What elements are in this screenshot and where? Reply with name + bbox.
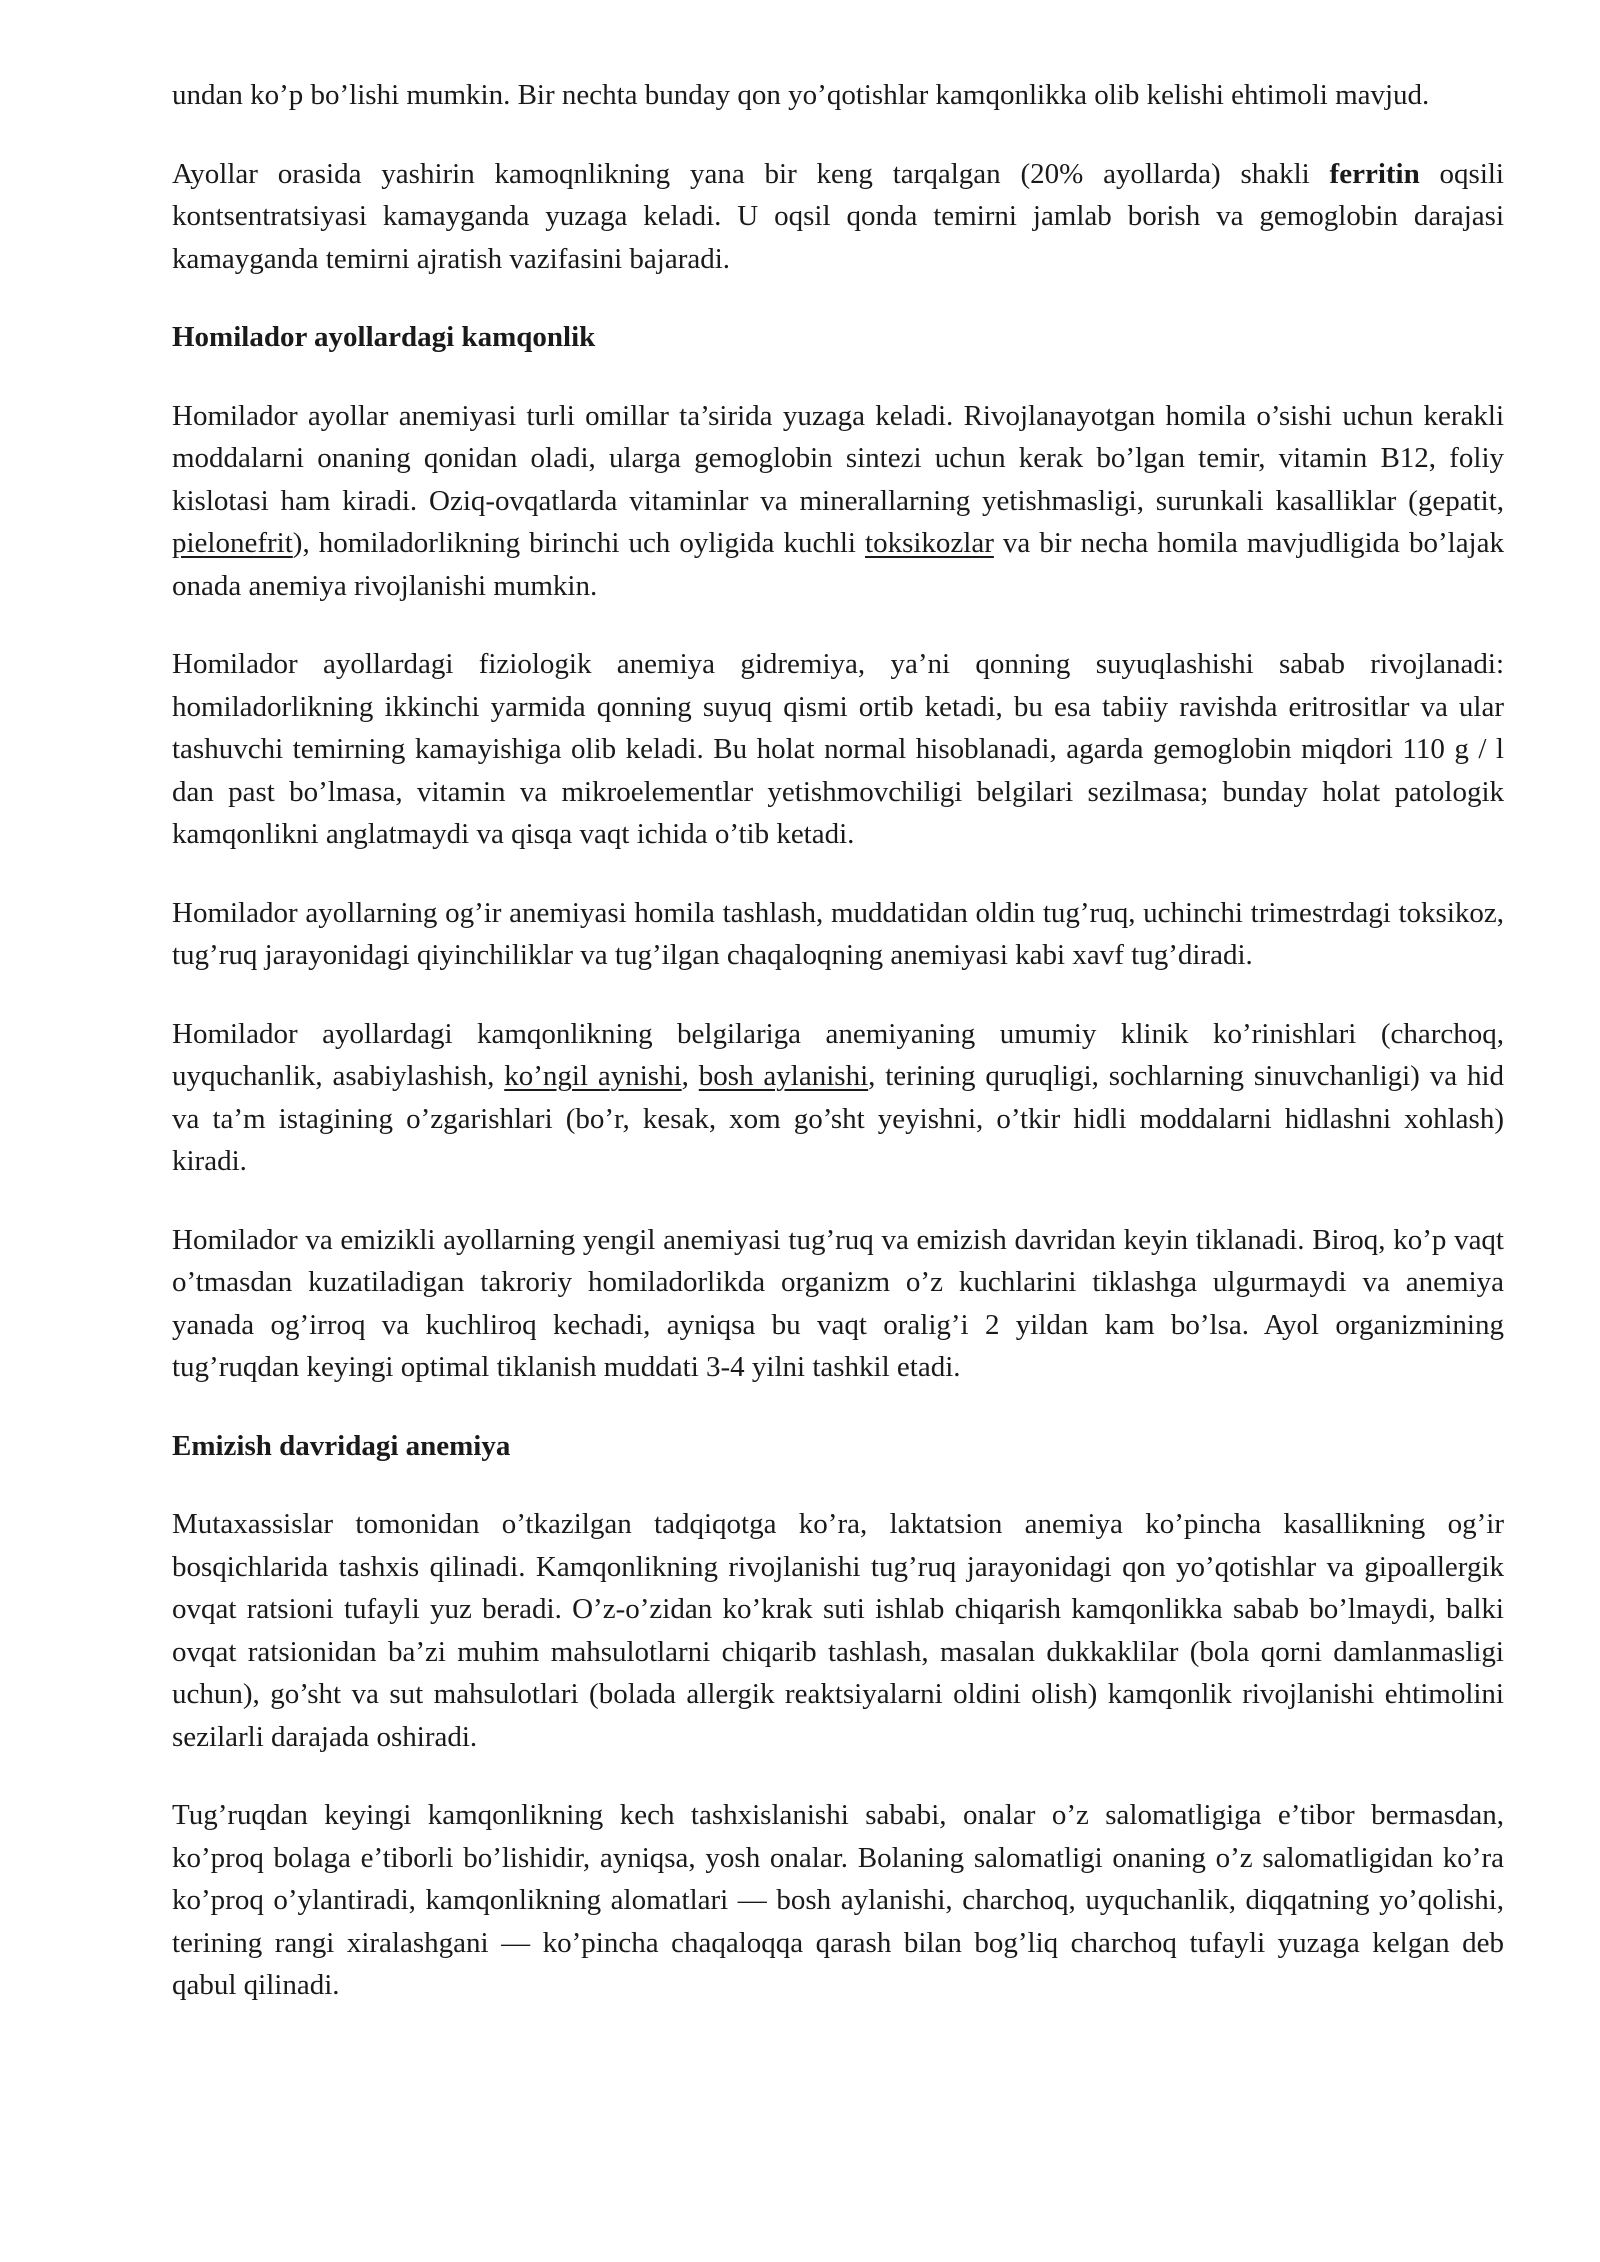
paragraph-blood-loss: undan ko’p bo’lishi mumkin. Bir nechta bunday qon yo’qotishlar kamqonlikka olib kelishi ehtimoli mavjud. xyxy=(172,79,1430,111)
text-segment: ), homiladorlikning birinchi uch oyligida kuchli xyxy=(292,527,866,559)
document-page xyxy=(172,74,1504,2043)
link-toksikozlar[interactable]: toksikozlar xyxy=(865,527,994,559)
link-kongil-aynishi[interactable]: ko’ngil aynishi xyxy=(504,1060,682,1092)
text-segment: va bir necha homila mavjudligida bo’lajak onada anemiya rivojlanishi mumkin. xyxy=(172,527,1504,602)
section-heading-lactation: Emizish davridagi anemiya xyxy=(172,1429,511,1462)
paragraph-late-diagnosis: Tug’ruqdan keyingi kamqonlikning kech tashxislanishi sababi, onalar o’z salomatligiga e’tibor bermasdan, ko’proq bolaga e’tiborli bo’lishidir, ayniqsa, yosh onalar. Bolaning salomatligi onaning o’z salomatligidan ko’ra ko’proq o’ylantiradi, kamqonlikning alomatlari — bosh aylanishi, charchoq, uyquchanlik, diqqatning yo’qolishi, terining rangi xiralashgani — ko’pincha chaqaloqqa qarash bilan bog’liq charchoq tufayli yuzaga kelgan deb qabul qilinadi. xyxy=(172,1799,1504,2001)
bold-term-ferritin: ferritin xyxy=(1329,157,1420,190)
paragraph-lactation-study: Mutaxassislar tomonidan o’tkazilgan tadqiqotga ko’ra, laktatsion anemiya ko’pincha kasallikning og’ir bosqichlarida tashxis qilinadi. Kamqonlikning rivojlanishi tug’ruq jarayonidagi qon yo’qotishlar va gipoallergik ovqat ratsioni tufayli yuz beradi. O’z-o’zidan ko’krak suti ishlab chiqarish kamqonlikka sabab bo’lmaydi, balki ovqat ratsionidan ba’zi muhim mahsulotlarni chiqarib tashlash, masalan dukkaklilar (bola qorni damlanmasligi uchun), go’sht va sut mahsulotlari (bolada allergik reaktsiyalarni oldini olish) kamqonlik rivojlanishi ehtimolini sezilarli darajada oshiradi. xyxy=(172,1508,1504,1753)
text-segment: , terining quruqligi, sochlarning sinuvchanligi) va hid va ta’m istagining o’zgarishlari (bo’r, kesak, xom go’sht yeyishni, o’tkir hidli moddalarni hidlashni xohlash) kiradi. xyxy=(172,1060,1504,1177)
link-bosh-aylanishi[interactable]: bosh aylanishi xyxy=(698,1060,869,1092)
text-segment: Ayollar orasida yashirin kamoqnlikning yana bir keng tarqalgan (20% ayollarda) shakli xyxy=(172,157,1330,190)
text-segment: , xyxy=(681,1060,699,1092)
text-segment: Homilador ayollardagi kamqonlikning belgilariga anemiyaning umumiy klinik ko’rinishlari (charchoq, uyquchanlik, asabiylashish, xyxy=(172,1017,1504,1092)
paragraph-mild-anemia: Homilador va emizikli ayollarning yengil anemiyasi tug’ruq va emizish davridan keyin tiklanadi. Biroq, ko’p vaqt o’tmasdan kuzatiladigan takroriy homiladorlikda organizm o’z kuchlarini tiklashga ulgurmaydi va anemiya yanada og’irroq va kuchliroq kechadi, ayniqsa bu vaqt oralig’i 2 yildan kam bo’lsa. Ayol organizmining tug’ruqdan keyingi optimal tiklanish muddati 3-4 yilni tashkil etadi. xyxy=(172,1223,1504,1383)
link-pielonefrit[interactable]: pielonefrit xyxy=(172,527,293,559)
text-segment: oqsili kontsentratsiyasi kamayganda yuzaga keladi. U oqsil qonda temirni jamlab borish va gemoglobin darajasi kamayganda temirni ajratish vazifasini bajaradi. xyxy=(172,157,1504,275)
section-heading-pregnancy: Homilador ayollardagi kamqonlik xyxy=(172,321,596,353)
paragraph-ferritin xyxy=(172,153,1504,281)
paragraph-severe-anemia: Homilador ayollarning og’ir anemiyasi homila tashlash, muddatidan oldin tug’ruq, uchinchi trimestrdagi toksikoz, tug’ruq jarayonidagi qiyinchiliklar va tug’ilgan chaqaloqning anemiyasi kabi xavf tug’diradi. xyxy=(172,896,1504,971)
paragraph-symptoms xyxy=(172,1013,1504,1183)
paragraph-physiological-anemia: Homilador ayollardagi fiziologik anemiya gidremiya, ya’ni qonning suyuqlashishi sabab rivojlanadi: homiladorlikning ikkinchi yarmida qonning suyuq qismi ortib ketadi, bu esa tabiiy ravishda eritrositlar va ular tashuvchi temirning kamayishiga olib keladi. Bu holat normal hisoblanadi, agarda gemoglobin miqdori 110 g / l dan past bo’lmasa, vitamin va mikroelementlar yetishmovchiligi belgilari sezilmasa; bunday holat patologik kamqonlikni anglatmaydi va qisqa vaqt ichida o’tib ketadi. xyxy=(172,648,1504,850)
paragraph-pregnancy-causes xyxy=(172,395,1504,608)
text-segment: Homilador ayollar anemiyasi turli omillar ta’sirida yuzaga keladi. Rivojlanayotgan homila o’sishi uchun kerakli moddalarni onaning qonidan oladi, ularga gemoglobin sintezi uchun kerak bo’lgan temir, vitamin B12, foliy kislotasi ham kiradi. Oziq-ovqatlarda vitaminlar va minerallarning yetishmasligi, surunkali kasalliklar (gepatit, xyxy=(172,399,1504,517)
